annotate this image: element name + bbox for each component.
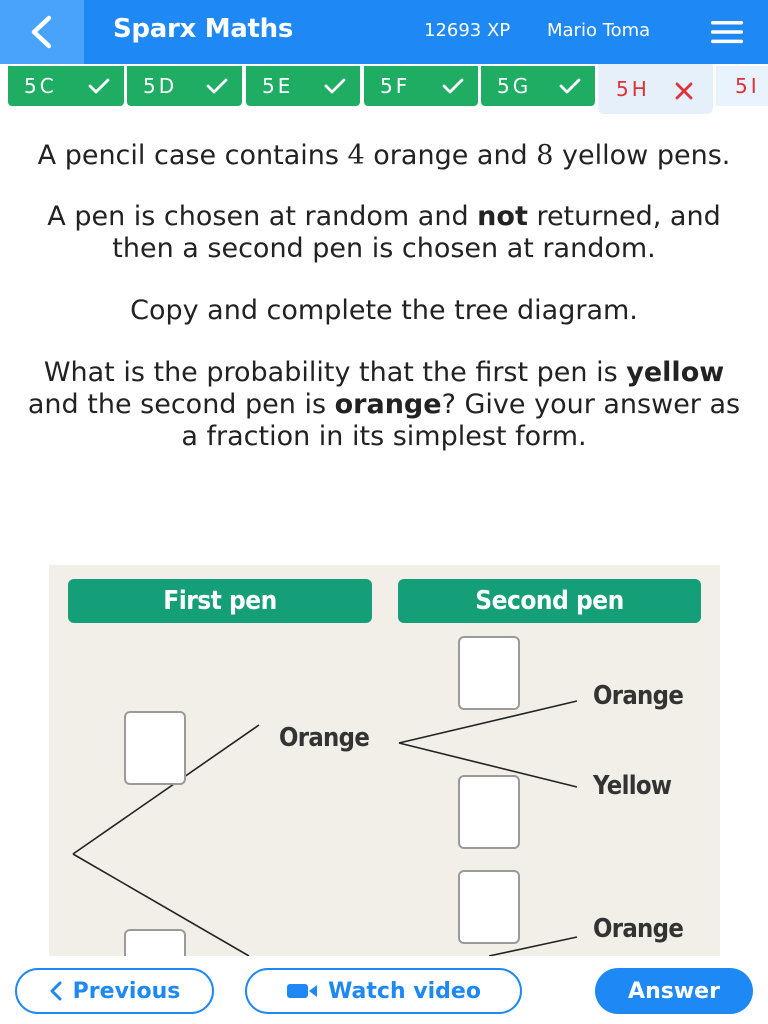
top-bar: [0, 0, 768, 64]
cross-icon: [675, 82, 693, 100]
answer-button[interactable]: [595, 968, 753, 1014]
user-name[interactable]: Mario Toma: [547, 20, 651, 41]
text: What is the probability that the first pen is: [43, 357, 627, 388]
text: A pencil case contains: [37, 140, 348, 171]
probability-box: [458, 775, 520, 849]
branch-label-orange: Orange: [279, 723, 370, 753]
watch-video-label: Watch video: [328, 978, 481, 1004]
second-pen-header: Second pen: [398, 579, 701, 623]
hamburger-menu-icon: [710, 19, 744, 45]
xp-counter: 12693 XP: [424, 20, 511, 41]
tab-label: 5F: [380, 74, 411, 98]
back-button[interactable]: [0, 0, 84, 64]
question-text: [20, 140, 748, 483]
number: 4: [347, 140, 365, 171]
tab-label: 5C: [24, 74, 57, 98]
previous-button[interactable]: [15, 968, 214, 1014]
tab-5c[interactable]: [8, 66, 124, 106]
chevron-left-icon: [27, 15, 57, 49]
text: orange and: [364, 140, 537, 171]
tab-5e[interactable]: [246, 66, 360, 106]
emphasis: yellow: [626, 357, 725, 388]
tab-label: 5E: [262, 74, 294, 98]
tab-5d[interactable]: [127, 66, 242, 106]
tab-5f[interactable]: [364, 66, 478, 106]
emphasis: orange: [334, 389, 442, 420]
check-icon: [88, 78, 110, 94]
emphasis: not: [477, 201, 528, 232]
tab-label: 5I: [735, 74, 760, 98]
app-title: Sparx Maths: [113, 14, 294, 44]
tree-diagram: [49, 565, 720, 956]
watch-video-button[interactable]: [245, 968, 522, 1014]
probability-box: [124, 929, 186, 956]
branch-label-yellow: Yellow: [593, 771, 672, 801]
video-camera-icon: [286, 981, 318, 1001]
number: 8: [536, 140, 554, 171]
check-icon: [442, 78, 464, 94]
menu-button[interactable]: [686, 0, 768, 64]
question-paragraph: [20, 140, 748, 172]
question-paragraph: [20, 201, 748, 265]
text: and the second pen is: [27, 389, 335, 420]
tab-5i[interactable]: [716, 66, 768, 106]
tab-5g[interactable]: [481, 66, 595, 106]
check-icon: [559, 78, 581, 94]
probability-box: [124, 711, 186, 785]
check-icon: [324, 78, 346, 94]
text: A pen is chosen at random and: [47, 201, 478, 232]
check-icon: [206, 78, 228, 94]
first-pen-header: First pen: [68, 579, 372, 623]
probability-box: [458, 636, 520, 710]
tab-5h[interactable]: [598, 64, 713, 114]
tab-label: 5D: [143, 74, 178, 98]
question-paragraph: [20, 357, 748, 453]
tab-label: 5G: [497, 74, 532, 98]
branch-label-orange: Orange: [593, 681, 684, 711]
text: returned, and then a second pen is chosen at random.: [112, 201, 721, 264]
text: ? Give your answer as a fraction in its simplest form.: [181, 389, 741, 452]
chevron-left-icon: [49, 981, 63, 1001]
task-tabs: [0, 64, 768, 116]
footer-bar: [0, 956, 768, 1024]
tab-label: 5H: [616, 77, 650, 101]
branch-label-orange: Orange: [593, 914, 684, 944]
probability-box: [458, 870, 520, 944]
question-paragraph: Copy and complete the tree diagram.: [130, 295, 638, 326]
text: yellow pens.: [553, 140, 731, 171]
previous-label: Previous: [72, 978, 181, 1004]
answer-label: Answer: [628, 978, 720, 1004]
